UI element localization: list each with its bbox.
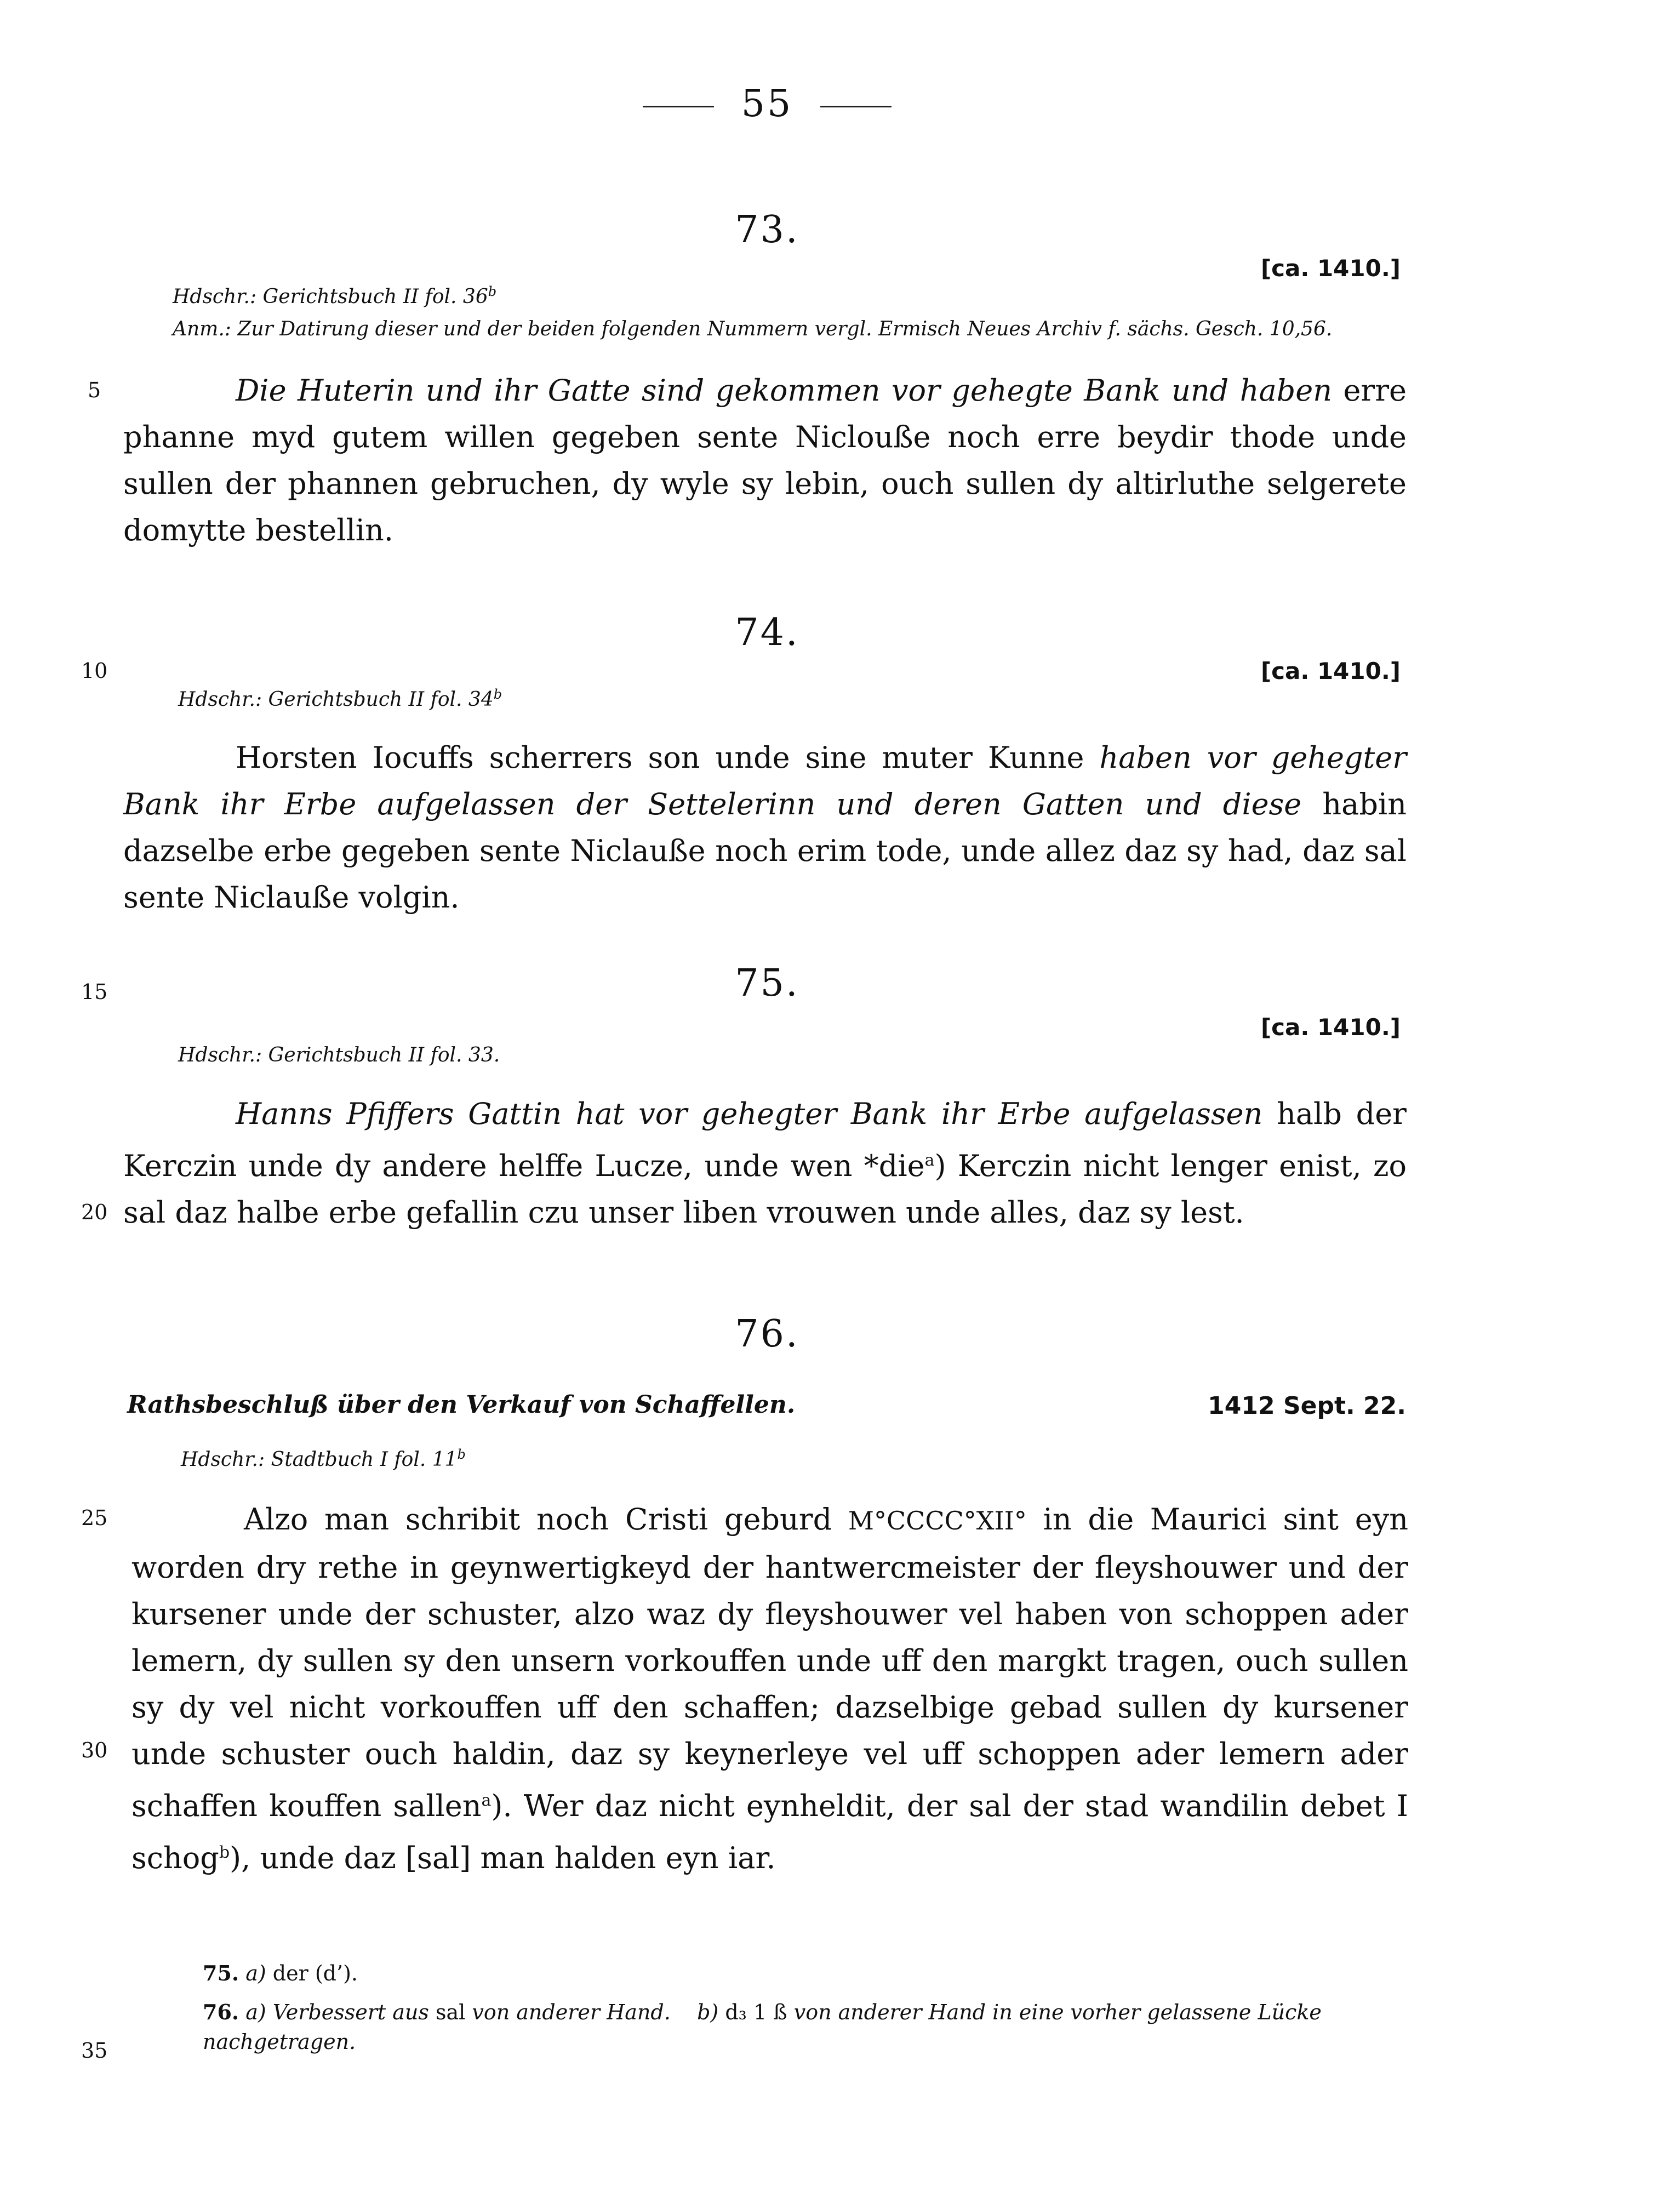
entry-date-75: [ca. 1410.] — [1260, 1014, 1401, 1041]
footnote-text-italic: von anderer Hand in eine vorher gelassene Lücke nachgetragen. — [203, 2000, 1322, 2054]
line-number: 20 — [81, 1200, 108, 1224]
line-number: 15 — [81, 980, 108, 1004]
header-rule-right — [820, 106, 892, 107]
source-reference-75: Hdschr.: Gerichtsbuch II fol. 33. — [178, 1044, 500, 1066]
entry-text-a: halb der Kerczin unde dy andere helffe Lucze, unde wen *die — [123, 1097, 1407, 1183]
footnote-marker: a — [924, 1151, 935, 1170]
footnote-text-italic: Verbessert aus — [272, 2000, 429, 2024]
entry-number-73: 73. — [735, 208, 799, 252]
entry-text-e: ), unde daz [sal] man halden eyn iar. — [230, 1841, 776, 1875]
source-reference-73 — [173, 284, 496, 308]
entry-text-italic: Hanns Pfiffers Gattin hat vor gehegter Bank ihr Erbe aufgelassen — [236, 1097, 1263, 1131]
source-text: Hdschr.: Gerichtsbuch II fol. 36 — [173, 286, 488, 308]
annotation-note-73: Anm.: Zur Datirung dieser und der beiden folgenden Nummern vergl. Ermisch Neues Archiv f. sächs. Gesch. 10,56. — [173, 318, 1333, 340]
entry-text-b: ) Kerczin nicht lenger enist, zo sal daz halbe erbe gefallin czu unser liben vrouwen unde alles, daz sy lest. — [123, 1149, 1407, 1230]
line-number: 35 — [81, 2039, 108, 2063]
entry-text-c: ). Wer daz nicht eynheldit, der sal der stad wandilin debet — [491, 1789, 1397, 1823]
source-reference-74 — [178, 687, 502, 711]
entry-text-76 — [132, 1496, 1408, 1881]
entry-number-74: 74. — [735, 611, 799, 654]
entry-text-b: habin dazselbe erbe gegeben sente Niclauße noch erim tode, unde allez daz sy had, daz sal sente Niclauße volgin. — [123, 787, 1407, 915]
entry-text-74 — [123, 734, 1407, 921]
footnote-text: d₃ 1 ß — [725, 2000, 787, 2024]
source-sup: b — [457, 1447, 466, 1462]
entry-text-italic: haben vor gehegter Bank ihr Erbe aufgelassen der Setteleri​nn und deren Gatten und diese — [123, 740, 1407, 821]
footnote-text: der (d’). — [272, 1961, 358, 1985]
footnote-text: sal — [435, 2000, 466, 2024]
header-rule-left — [643, 106, 714, 107]
page-header — [0, 82, 1534, 125]
entry-year: M°CCCC°XII° — [848, 1506, 1027, 1535]
footnote-text-italic: von anderer Hand. — [472, 2000, 671, 2024]
entry-text-a: Horsten Iocuffs scherrers son unde sine muter Kunne — [236, 740, 1100, 775]
entry-text-italic: Die Huterin und ihr Gatte sind gekommen vor gehegte Bank und haben — [236, 373, 1332, 408]
source-text: Hdschr.: Stadtbuch I fol. 11 — [181, 1448, 458, 1471]
footnote-76 — [203, 1997, 1408, 2057]
line-number: 5 — [88, 378, 101, 402]
source-sup: b — [493, 687, 502, 702]
entry-number-76: 76. — [735, 1312, 799, 1356]
entry-date-76: 1412 Sept. 22. — [1208, 1392, 1406, 1420]
footnote-label: a) — [245, 2000, 266, 2024]
entry-number-75: 75. — [735, 962, 799, 1005]
footnote-ref: 76. — [203, 2000, 239, 2024]
entry-date-73: [ca. 1410.] — [1260, 255, 1401, 282]
source-sup: b — [488, 284, 497, 299]
line-number: 25 — [81, 1506, 108, 1530]
entry-title-76: Rathsbeschluß über den Verkauf von Schaffellen. — [127, 1391, 796, 1419]
footnote-label: b) — [697, 2000, 719, 2024]
entry-text-d: schog — [132, 1841, 219, 1875]
entry-text-73 — [123, 367, 1407, 553]
footnote-75 — [203, 1961, 358, 1985]
footnote-ref: 75. — [203, 1961, 239, 1985]
entry-text-75 — [123, 1091, 1407, 1236]
footnote-label: a) — [245, 1961, 266, 1985]
footnote-marker: b — [219, 1843, 230, 1862]
line-number: 10 — [81, 659, 108, 683]
source-reference-76 — [181, 1447, 466, 1471]
entry-text-a: Alzo man schribit noch Cristi geburd — [244, 1502, 848, 1537]
source-text: Hdschr.: Gerichtsbuch II fol. 34 — [178, 688, 494, 711]
line-number: 30 — [81, 1738, 108, 1762]
page-number: 55 — [741, 82, 793, 125]
entry-text-rest: erre phanne myd gutem willen gegeben sente Niclouße noch erre beydir thode unde sullen der phannen gebruchen, dy wyle sy lebin, ouch sullen dy altirluthe selgerete domytte bestellin. — [123, 373, 1407, 547]
footnote-marker: a — [481, 1791, 492, 1810]
entry-text-b: in die Maurici sint eyn worden dry rethe in geynwertigkeyd der hantwercmeister der fleyshouwer und der kursener unde der schuster, alzo waz dy fleyshouwer vel haben von schoppen ader lemern, dy sullen sy den unsern vorkouffen unde uff den margkt tragen, ouch sullen sy dy vel nicht vorkouffen uff den schaffen; dazselbige gebad sullen dy kursener unde schuster ouch haldin, daz sy keynerleye vel uff schoppen ader lemern ader schaffen kouffen sallen — [132, 1502, 1408, 1823]
entry-roman-numeral: I — [1396, 1789, 1409, 1823]
entry-date-74: [ca. 1410.] — [1260, 658, 1401, 684]
